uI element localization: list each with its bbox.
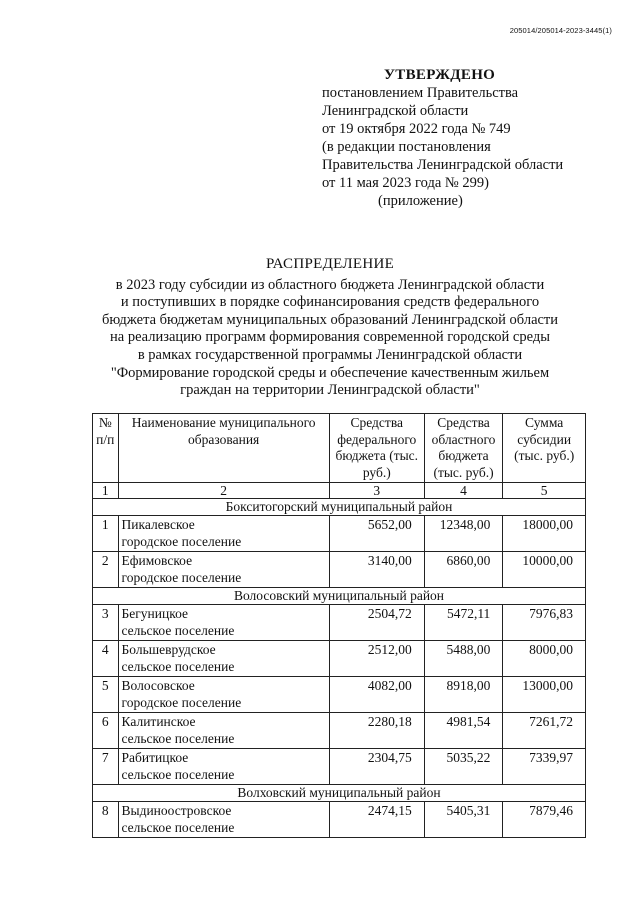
distribution-table [92,413,586,838]
header-num: № п/п [93,414,119,483]
municipality-name [118,641,329,677]
municipality-name [118,749,329,785]
table-row [93,749,586,785]
regional-value: 5472,11 [424,605,503,641]
header-name: Наименование муниципального образования [118,414,329,483]
row-number: 5 [93,677,119,713]
document-heading [80,256,580,400]
heading-line: и поступивших в порядке софинансирования средств федерального [120,294,540,311]
row-number: 4 [93,641,119,677]
municipality-name [118,713,329,749]
federal-value: 3140,00 [329,552,424,588]
federal-value: 2504,72 [329,605,424,641]
approval-line: Ленинградской области [322,103,469,119]
heading-line: на реализацию программ формирования современной городской среды [110,329,550,346]
district-row [93,588,586,605]
municipality-name-line1: Большеврудское [121,642,216,657]
municipality-name-line1: Пикалевское [121,517,195,532]
total-value: 7261,72 [503,713,586,749]
municipality-name-line1: Ефимовское [121,553,193,568]
approval-line: от 11 мая 2023 года № 299) [322,175,489,191]
heading-line: "Формирование городской среды и обеспечение качественным жильем [110,364,550,381]
regional-value: 8918,00 [424,677,503,713]
district-name: Волосовский муниципальный район [93,588,586,605]
regional-value: 5035,22 [424,749,503,785]
table-row [93,552,586,588]
regional-value: 12348,00 [424,516,503,552]
row-number: 1 [93,516,119,552]
total-value: 7976,83 [503,605,586,641]
row-number: 6 [93,713,119,749]
heading-line: в рамках государственной программы Ленинградской области [137,346,523,363]
municipality-name-line2: городское поселение [121,694,242,710]
column-number: 5 [503,483,586,499]
district-name: Бокситогорский муниципальный район [93,499,586,516]
row-number: 2 [93,552,119,588]
approval-block [322,66,612,210]
municipality-name-line2: сельское поселение [121,730,235,746]
total-value: 7879,46 [503,802,586,838]
header-regional: Средства областного бюджета (тыс. руб.) [424,414,503,483]
heading-line: граждан на территории Ленинградской области" [180,382,480,399]
municipality-name-line1: Волосовское [121,678,195,693]
row-number: 3 [93,605,119,641]
federal-value: 2280,18 [329,713,424,749]
header-federal: Средства федерального бюджета (тыс. руб.) [329,414,424,483]
municipality-name [118,516,329,552]
table-row [93,677,586,713]
municipality-name [118,677,329,713]
federal-value: 5652,00 [329,516,424,552]
federal-value: 4082,00 [329,677,424,713]
total-value: 13000,00 [503,677,586,713]
document-id: 205014/205014-2023-3445(1) [509,26,612,35]
column-number: 4 [424,483,503,499]
municipality-name-line2: сельское поселение [121,766,235,782]
federal-value: 2512,00 [329,641,424,677]
district-row [93,499,586,516]
table-row [93,802,586,838]
regional-value: 5488,00 [424,641,503,677]
district-name: Волховский муниципальный район [93,785,586,802]
table-header-row [93,414,586,483]
federal-value: 2304,75 [329,749,424,785]
regional-value: 5405,31 [424,802,503,838]
municipality-name-line1: Рабитицкое [121,750,189,765]
column-number: 3 [329,483,424,499]
column-numbers-row [93,483,586,499]
municipality-name-line2: городское поселение [121,533,242,549]
municipality-name-line1: Бегуницкое [121,606,189,621]
header-total: Сумма субсидии (тыс. руб.) [503,414,586,483]
table-row [93,516,586,552]
total-value: 18000,00 [503,516,586,552]
municipality-name-line2: сельское поселение [121,622,235,638]
heading-line: в 2023 году субсидии из областного бюджета Ленинградской области [115,276,545,293]
regional-value: 6860,00 [424,552,503,588]
municipality-name-line1: Выдиноостровское [121,803,232,818]
federal-value: 2474,15 [329,802,424,838]
municipality-name-line1: Калитинское [121,714,196,729]
district-row [93,785,586,802]
approval-appendix: (приложение) [378,193,463,209]
column-number: 1 [93,483,119,499]
approval-title: УТВЕРЖДЕНО [384,67,496,83]
municipality-name-line2: городское поселение [121,569,242,585]
table-row [93,713,586,749]
column-number: 2 [118,483,329,499]
municipality-name [118,605,329,641]
total-value: 10000,00 [503,552,586,588]
row-number: 8 [93,802,119,838]
approval-line: Правительства Ленинградской области [322,157,564,173]
municipality-name [118,552,329,588]
approval-line: от 19 октября 2022 года № 749 [322,121,511,137]
row-number: 7 [93,749,119,785]
table-row [93,605,586,641]
approval-line: постановлением Правительства [322,85,519,101]
heading-title: РАСПРЕДЕЛЕНИЕ [265,256,395,272]
table-row [93,641,586,677]
regional-value: 4981,54 [424,713,503,749]
approval-line: (в редакции постановления [322,139,491,155]
heading-line: бюджета бюджетам муниципальных образований Ленинградской области [101,311,559,328]
total-value: 8000,00 [503,641,586,677]
total-value: 7339,97 [503,749,586,785]
municipality-name-line2: сельское поселение [121,819,235,835]
municipality-name [118,802,329,838]
municipality-name-line2: сельское поселение [121,658,235,674]
